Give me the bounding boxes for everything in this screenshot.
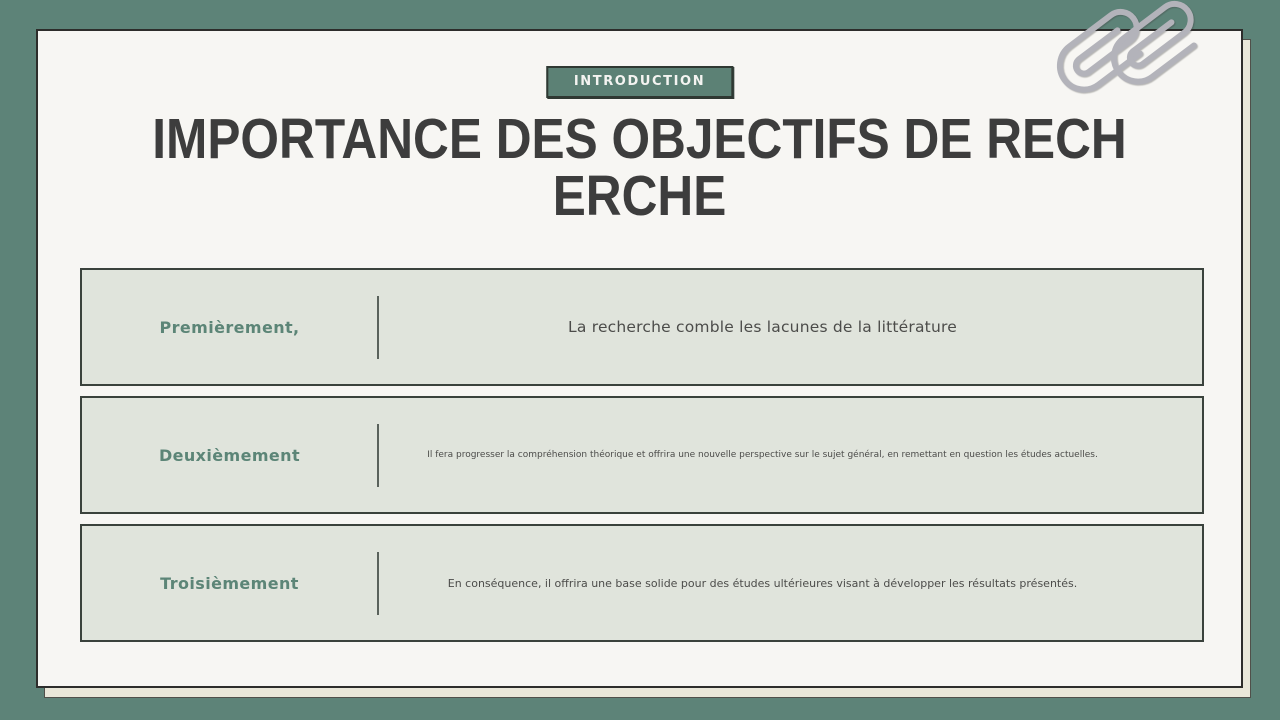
objective-row-3-text: En conséquence, il offrira une base solide pour des études ultérieures visant à développer les résultats présentés. — [447, 576, 1078, 590]
objective-row-1-label: Premièrement, — [159, 317, 300, 337]
slide-card — [36, 29, 1243, 688]
section-badge: INTRODUCTION — [546, 66, 733, 98]
objective-row-1 — [80, 268, 1204, 386]
objectives-list — [80, 268, 1204, 652]
objective-row-2-text: Il fera progresser la compréhension théorique et offrira une nouvelle perspective sur le sujet général, en remettant en question les études actuelles. — [427, 450, 1098, 460]
objective-row-1-text: La recherche comble les lacunes de la littérature — [568, 318, 957, 336]
slide-title-line-1: IMPORTANCE DES OBJECTIFS DE RECH — [152, 107, 1127, 171]
slide-title-line-2: ERCHE — [552, 164, 727, 228]
paperclip-icon — [1042, 0, 1218, 110]
objective-row-3-label: Troisièmement — [160, 573, 299, 593]
objective-row-2 — [80, 396, 1204, 514]
objective-row-3 — [80, 524, 1204, 642]
objective-row-2-label: Deuxièmement — [158, 445, 301, 465]
slide-title — [116, 107, 1163, 228]
